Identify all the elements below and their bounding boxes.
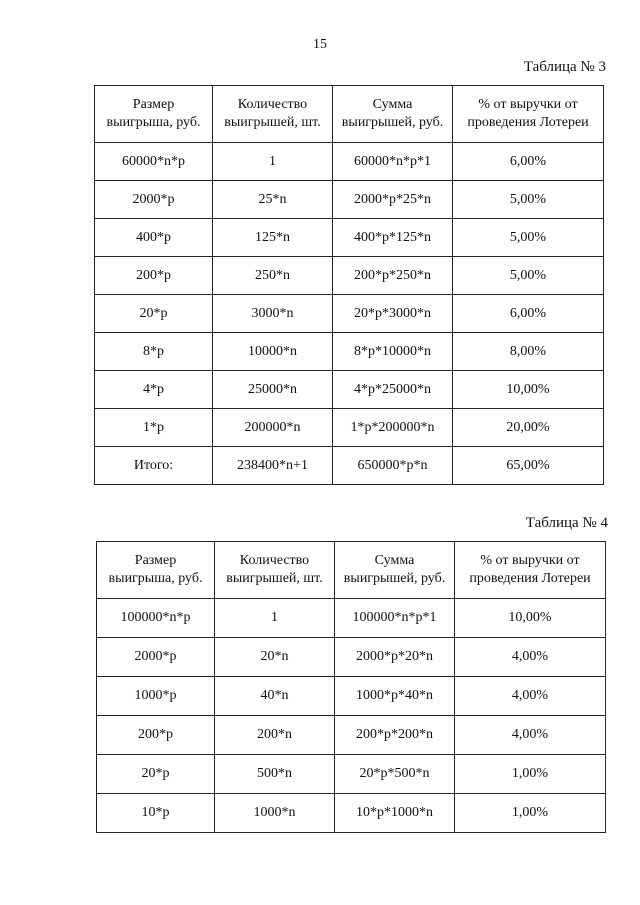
cell-prize-size: 4*p <box>95 371 213 409</box>
table-row <box>95 409 604 447</box>
cell-prize-size: 10*p <box>97 794 215 833</box>
cell-prize-count: 250*n <box>213 257 333 295</box>
header-prize-size: Размер выигрыша, руб. <box>95 86 213 143</box>
table-row <box>95 333 604 371</box>
table-4-caption: Таблица № 4 <box>525 515 608 531</box>
table-row <box>97 677 606 716</box>
cell-revenue-percent: 10,00% <box>455 599 606 638</box>
table-row <box>97 794 606 833</box>
table-row <box>97 599 606 638</box>
header-prize-size: Размер выигрыша, руб. <box>97 542 215 599</box>
cell-prize-size: 400*p <box>95 219 213 257</box>
cell-prize-sum: 650000*p*n <box>333 447 453 485</box>
table-row <box>95 143 604 181</box>
cell-prize-sum: 8*p*10000*n <box>333 333 453 371</box>
cell-revenue-percent: 4,00% <box>455 677 606 716</box>
header-prize-count: Количество выигрышей, шт. <box>213 86 333 143</box>
cell-prize-count: 40*n <box>215 677 335 716</box>
cell-prize-count: 3000*n <box>213 295 333 333</box>
header-prize-sum: Сумма выигрышей, руб. <box>333 86 453 143</box>
cell-prize-sum: 2000*p*25*n <box>333 181 453 219</box>
cell-prize-size: 8*p <box>95 333 213 371</box>
cell-prize-size: 20*p <box>97 755 215 794</box>
cell-prize-count: 200000*n <box>213 409 333 447</box>
cell-prize-count: 25*n <box>213 181 333 219</box>
cell-prize-sum: 1000*p*40*n <box>335 677 455 716</box>
header-prize-count: Количество выигрышей, шт. <box>215 542 335 599</box>
table-row <box>97 638 606 677</box>
cell-prize-size: 200*p <box>97 716 215 755</box>
cell-revenue-percent: 1,00% <box>455 755 606 794</box>
cell-revenue-percent: 4,00% <box>455 638 606 677</box>
cell-prize-sum: 1*p*200000*n <box>333 409 453 447</box>
cell-prize-size: 100000*n*p <box>97 599 215 638</box>
cell-revenue-percent: 65,00% <box>453 447 604 485</box>
table-row <box>95 257 604 295</box>
header-row <box>97 542 606 599</box>
cell-revenue-percent: 5,00% <box>453 219 604 257</box>
cell-prize-size: 2000*p <box>97 638 215 677</box>
cell-prize-size: 1*p <box>95 409 213 447</box>
cell-prize-size: 1000*p <box>97 677 215 716</box>
cell-prize-count: 1 <box>213 143 333 181</box>
table-row <box>95 295 604 333</box>
cell-revenue-percent: 10,00% <box>453 371 604 409</box>
table-row <box>97 716 606 755</box>
cell-prize-sum: 20*p*500*n <box>335 755 455 794</box>
cell-revenue-percent: 4,00% <box>455 716 606 755</box>
table-row <box>97 755 606 794</box>
cell-prize-count: 20*n <box>215 638 335 677</box>
cell-prize-size: Итого: <box>95 447 213 485</box>
cell-revenue-percent: 20,00% <box>453 409 604 447</box>
cell-prize-sum: 2000*p*20*n <box>335 638 455 677</box>
cell-revenue-percent: 1,00% <box>455 794 606 833</box>
cell-prize-sum: 200*p*250*n <box>333 257 453 295</box>
cell-prize-sum: 60000*n*p*1 <box>333 143 453 181</box>
cell-prize-size: 20*p <box>95 295 213 333</box>
cell-prize-size: 200*p <box>95 257 213 295</box>
cell-prize-count: 500*n <box>215 755 335 794</box>
cell-prize-count: 10000*n <box>213 333 333 371</box>
table-row <box>95 371 604 409</box>
cell-prize-count: 125*n <box>213 219 333 257</box>
cell-prize-count: 1000*n <box>215 794 335 833</box>
cell-prize-sum: 100000*n*p*1 <box>335 599 455 638</box>
cell-prize-count: 25000*n <box>213 371 333 409</box>
header-revenue-percent: % от выручки от проведения Лотереи <box>455 542 606 599</box>
cell-prize-count: 200*n <box>215 716 335 755</box>
cell-prize-sum: 10*p*1000*n <box>335 794 455 833</box>
cell-revenue-percent: 8,00% <box>453 333 604 371</box>
prize-table-4 <box>96 541 606 833</box>
table-row <box>95 219 604 257</box>
table-row <box>95 447 604 485</box>
cell-revenue-percent: 5,00% <box>453 257 604 295</box>
cell-prize-sum: 4*p*25000*n <box>333 371 453 409</box>
cell-prize-sum: 20*p*3000*n <box>333 295 453 333</box>
header-row <box>95 86 604 143</box>
header-prize-sum: Сумма выигрышей, руб. <box>335 542 455 599</box>
prize-table-3 <box>94 85 604 485</box>
cell-prize-count: 1 <box>215 599 335 638</box>
table-3-caption: Таблица № 3 <box>523 59 606 75</box>
page-number: 15 <box>313 37 327 52</box>
cell-revenue-percent: 5,00% <box>453 181 604 219</box>
cell-prize-size: 2000*p <box>95 181 213 219</box>
cell-prize-sum: 200*p*200*n <box>335 716 455 755</box>
cell-prize-sum: 400*p*125*n <box>333 219 453 257</box>
header-revenue-percent: % от выручки от проведения Лотереи <box>453 86 604 143</box>
table-row <box>95 181 604 219</box>
cell-prize-count: 238400*n+1 <box>213 447 333 485</box>
cell-revenue-percent: 6,00% <box>453 295 604 333</box>
cell-revenue-percent: 6,00% <box>453 143 604 181</box>
cell-prize-size: 60000*n*p <box>95 143 213 181</box>
